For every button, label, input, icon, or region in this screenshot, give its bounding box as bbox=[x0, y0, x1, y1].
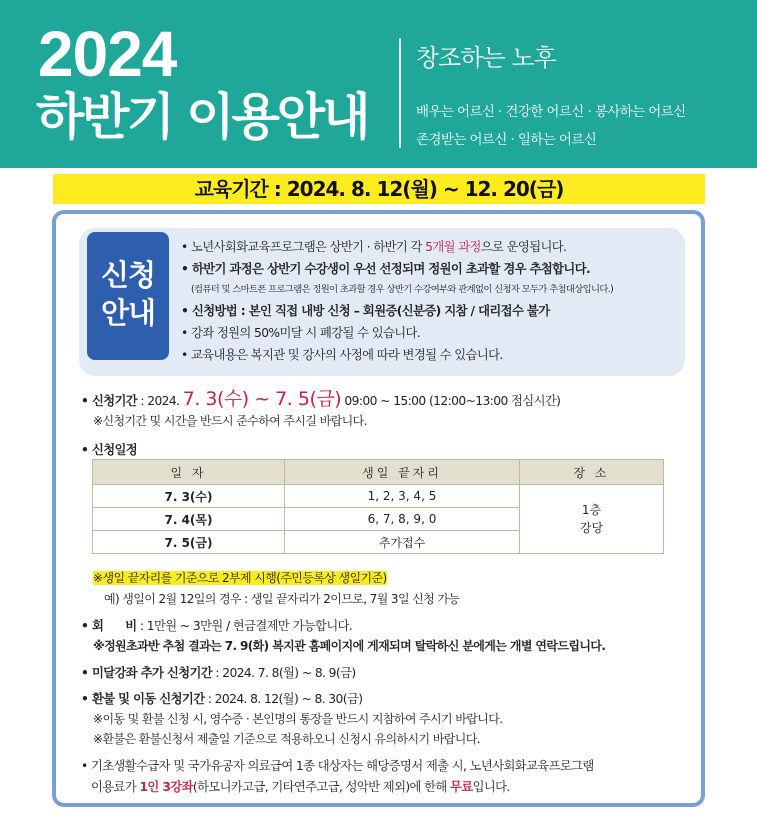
table-row bbox=[93, 485, 664, 508]
guide-list bbox=[181, 236, 681, 366]
guide-item-change: • 교육내용은 복지관 및 강사의 사정에 따라 변경될 수 있습니다. bbox=[181, 348, 503, 362]
row-digits: 추가접수 bbox=[285, 531, 520, 554]
fee-line: • 회 비 : 1만원 ~ 3만원 / 현금결제만 가능합니다. bbox=[81, 619, 353, 633]
schedule-highlight-note: ※생일 끝자리를 기준으로 2부제 시행(주민등록상 생일기준) bbox=[93, 571, 387, 585]
header-divider bbox=[399, 38, 401, 148]
application-guide-box bbox=[79, 228, 685, 376]
place-cell: 1층 강당 bbox=[520, 485, 664, 554]
row-day: 7. 4(목) bbox=[93, 508, 285, 531]
schedule-label: • 신청일정 bbox=[81, 443, 138, 457]
guide-item-lottery-note: (컴퓨터 및 스마트폰 프로그램은 정원이 초과할 경우 상반기 수강여부와 관계없이 신청자 모두가 추첨대상입니다.) bbox=[191, 284, 614, 295]
education-period-bar: 교육기간 : 2024. 8. 12(월) ~ 12. 20(금) bbox=[53, 174, 705, 204]
row-digits: 1, 2, 3, 4, 5 bbox=[285, 485, 520, 508]
row-digits: 6, 7, 8, 9, 0 bbox=[285, 508, 520, 531]
info-card bbox=[52, 210, 705, 807]
application-dates: 7. 3(수) ~ 7. 5(금) bbox=[182, 388, 342, 410]
badge-line-2: 안내 bbox=[100, 296, 156, 330]
values-line-1: 배우는 어르신 · 건강한 어르신 · 봉사하는 어르신 bbox=[416, 104, 686, 120]
guide-item-method: • 신청방법 : 본인 직접 내방 신청 – 회원증(신분증) 지참 / 대리접수 불가 bbox=[181, 304, 550, 318]
header-values bbox=[416, 98, 686, 154]
schedule-example: 예) 생일이 2월 12일의 경우 : 생일 끝자리가 2이므로, 7월 3일 신청 가능 bbox=[104, 592, 460, 606]
guide-item-cancel: • 강좌 정원의 50%미달 시 폐강될 수 있습니다. bbox=[181, 326, 421, 340]
header-banner bbox=[0, 0, 757, 168]
refund-line: • 환불 및 이동 신청기간 : 2024. 8. 12(월) ~ 8. 30(금) bbox=[81, 692, 363, 706]
col-header-date: 일 자 bbox=[93, 460, 285, 485]
guide-item-priority: • 하반기 과정은 상반기 수강생이 우선 선정되며 정원이 초과할 경우 추첨합니다. bbox=[181, 262, 591, 276]
col-header-digits: 생일 끝자리 bbox=[285, 460, 520, 485]
guide-item-course-length: • 노년사회화교육프로그램은 상반기 · 하반기 각 5개월 과정으로 운영됩니다. bbox=[181, 240, 567, 254]
discount-line-2: 이용료가 1인 3강좌(하모니카고급, 기타연주고급, 성악반 제외)에 한해 무료입니다. bbox=[91, 780, 510, 794]
values-line-2: 존경받는 어르신 · 일하는 어르신 bbox=[416, 132, 597, 148]
application-period: • 신청기간 : 2024. 7. 3(수) ~ 7. 5(금) 09:00 ~ 15:00 (12:00~13:00 점심시간) bbox=[81, 388, 561, 410]
col-header-place: 장 소 bbox=[520, 460, 664, 485]
schedule-table bbox=[92, 459, 664, 554]
discount-line-1: • 기초생활수급자 및 국가유공자 의료급여 1종 대상자는 해당증명서 제출 시, 노년사회화교육프로그램 bbox=[81, 759, 594, 773]
header-year: 2024 bbox=[38, 18, 177, 90]
row-day: 7. 5(금) bbox=[93, 531, 285, 554]
application-note: ※신청기간 및 시간을 반드시 준수하여 주시길 바랍니다. bbox=[93, 414, 367, 428]
header-slogan: 창조하는 노후 bbox=[416, 44, 556, 72]
refund-note-2: ※환불은 환불신청서 제출일 기준으로 적용하오니 신청시 유의하시기 바랍니다. bbox=[93, 732, 480, 746]
application-guide-badge bbox=[87, 232, 169, 360]
row-day: 7. 3(수) bbox=[93, 485, 285, 508]
fee-note: ※정원초과반 추첨 결과는 7. 9(화) 복지관 홈페이지에 게재되며 탈락하신 분에게는 개별 연락드립니다. bbox=[93, 639, 606, 653]
extra-application-line: • 미달강좌 추가 신청기간 : 2024. 7. 8(월) ~ 8. 9(금) bbox=[81, 666, 356, 680]
header-title: 하반기 이용안내 bbox=[36, 88, 368, 146]
badge-line-1: 신청 bbox=[100, 258, 156, 292]
refund-note-1: ※이동 및 환불 신청 시, 영수증 · 본인명의 통장을 반드시 지참하여 주시기 바랍니다. bbox=[93, 712, 503, 726]
